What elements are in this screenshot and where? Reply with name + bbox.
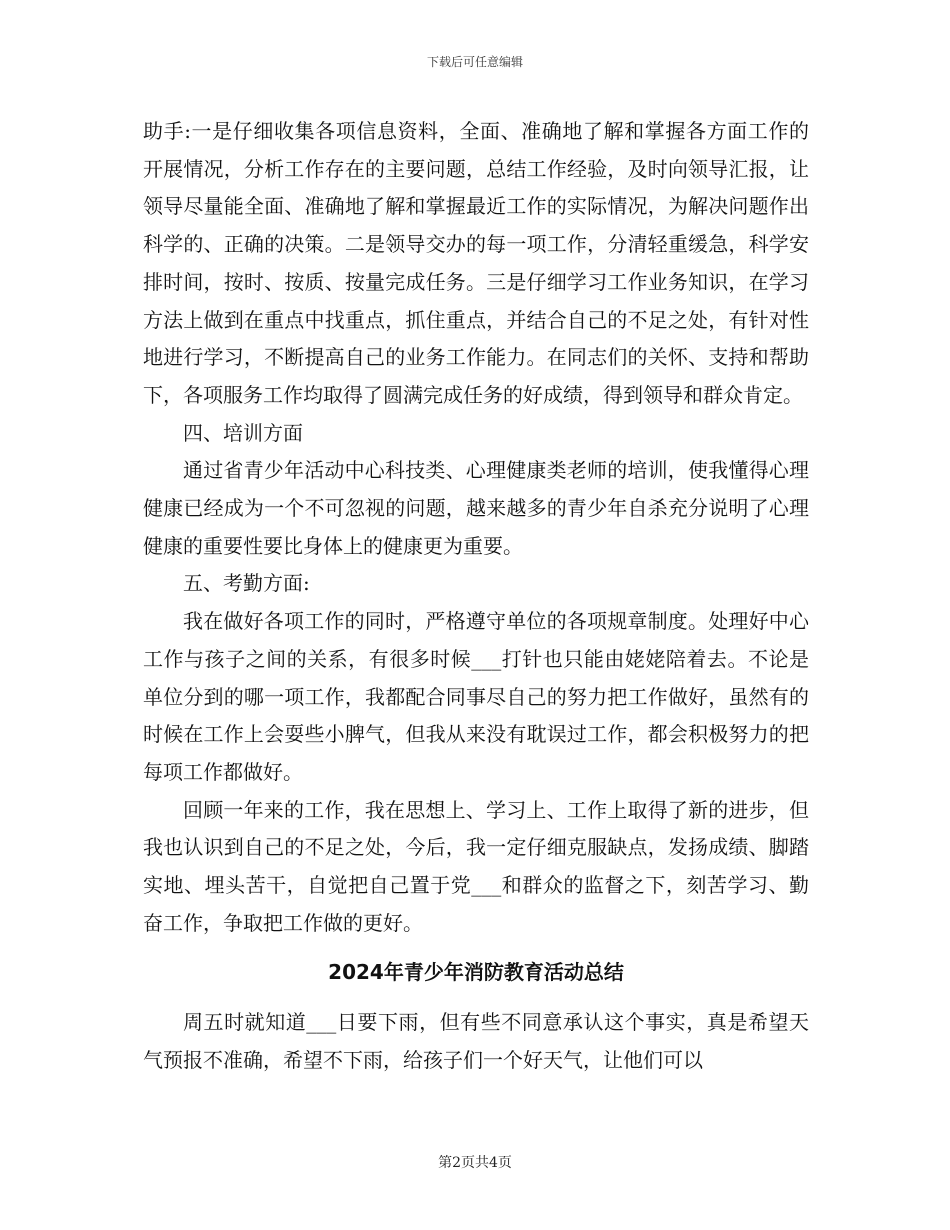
heading-attendance: 五、考勤方面: — [183, 571, 310, 596]
paragraph-training: 通过省青少年活动中心科技类、心理健康类老师的培训，使我懂得心理健康已经成为一个不可忽视的问题，越来越多的青少年自杀充分说明了心理健康的重要性要比身体上的健康更为重要。 — [143, 458, 809, 558]
header-note: 下载后可任意编辑 — [426, 55, 523, 69]
document-body — [143, 113, 809, 1080]
paragraph-fire-education: 周五时就知道___日要下雨，但有些不同意承认这个事实，真是希望天气预报不准确，希望不下雨，给孩子们一个好天气，让他们可以 — [143, 1010, 809, 1072]
paragraph-attendance: 我在做好各项工作的同时，严格遵守单位的各项规章制度。处理好中心工作与孩子之间的关系，有很多时候___打针也只能由姥姥陪着去。不论是单位分到的哪一项工作，我都配合同事尽自己的努力把工作做好，虽然有的时候在工作上会耍些小脾气，但我从来没有耽误过工作，都会积极努力的把每项工作都做好。 — [143, 609, 809, 784]
paragraph-assistant-work: 助手:一是仔细收集各项信息资料，全面、准确地了解和掌握各方面工作的开展情况，分析工作存在的主要问题，总结工作经验，及时向领导汇报，让领导尽量能全面、准确地了解和掌握最近工作的实际情况，为解决问题作出科学的、正确的决策。二是领导交办的每一项工作，分清轻重缓急，科学安排时间，按时、按质、按量完成任务。三是仔细学习工作业务知识，在学习方法上做到在重点中找重点，抓住重点，并结合自己的不足之处，有针对性地进行学习，不断提高自己的业务工作能力。在同志们的关怀、支持和帮助下，各项服务工作均取得了圆满完成任务的好成绩，得到领导和群众肯定。 — [143, 119, 809, 407]
paragraph-review: 回顾一年来的工作，我在思想上、学习上、工作上取得了新的进步，但我也认识到自己的不足之处，今后，我一定仔细克服缺点，发扬成绩、脚踏实地、埋头苦干，自觉把自己置于党___和群众的监督之下，刻苦学习、勤奋工作，争取把工作做的更好。 — [143, 797, 809, 935]
page-number: 第2页共4页 — [438, 1155, 512, 1171]
section-title: 2024年青少年消防教育活动总结 — [328, 960, 624, 985]
heading-training: 四、培训方面 — [183, 420, 303, 445]
